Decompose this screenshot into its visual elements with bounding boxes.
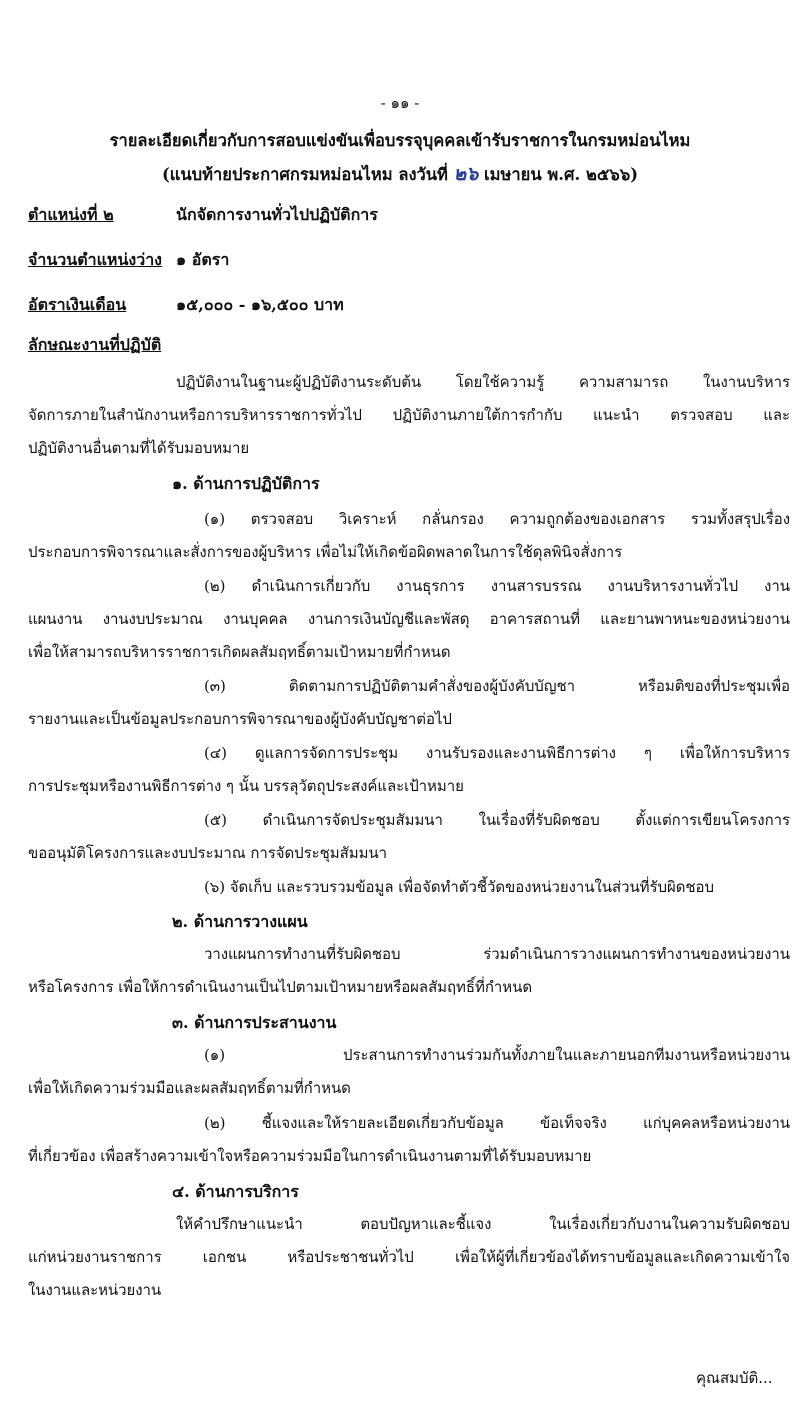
document-subtitle — [0, 163, 800, 186]
heading-planning: ๒. ด้านการวางแผน — [172, 912, 308, 931]
ops-line: (๔) ดูแลการจัดการประชุม งานรับรองและงานพิธีการต่าง ๆ เพื่อให้การบริหาร — [204, 744, 790, 762]
page-number: - ๑๑ - — [380, 94, 420, 112]
position-value: นักจัดการงานทั่วไปปฏิบัติการ — [176, 205, 378, 224]
ops-line: การประชุมหรืองานพิธีการต่าง ๆ นั้น บรรลุวัตถุประสงค์และเป้าหมาย — [28, 777, 464, 795]
vacancy-value: ๑ อัตรา — [176, 250, 230, 269]
ops-line: (๑) ตรวจสอบ วิเคราะห์ กลั่นกรอง ความถูกต้องของเอกสาร รวมทั้งสรุปเรื่อง — [204, 510, 790, 528]
position-label: ตำแหน่งที่ ๒ — [28, 205, 114, 224]
coord-line: ที่เกี่ยวข้อง เพื่อสร้างความเข้าใจหรือความร่วมมือในการดำเนินงานตามที่ได้รับมอบหมาย — [28, 1147, 592, 1165]
coord-line: (๒) ชี้แจงและให้รายละเอียดเกี่ยวกับข้อมูล ข้อเท็จจริง แก่บุคคลหรือหน่วยงาน — [204, 1114, 790, 1132]
salary-value: ๑๕,๐๐๐ - ๑๖,๕๐๐ บาท — [176, 295, 344, 314]
vacancy-label: จำนวนตำแหน่งว่าง — [28, 250, 162, 269]
intro-line: ปฏิบัติงานในฐานะผู้ปฏิบัติงานระดับต้น โดยใช้ความรู้ ความสามารถ ในงานบริหาร — [176, 373, 790, 391]
section-title: ลักษณะงานที่ปฏิบัติ — [28, 335, 162, 354]
ops-line: (๕) ดำเนินการจัดประชุมสัมมนา ในเรื่องที่รับผิดชอบ ตั้งแต่การเขียนโครงการ — [204, 811, 790, 829]
ops-line: ประกอบการพิจารณาและสั่งการของผู้บริหาร เพื่อไม่ให้เกิดข้อผิดพลาดในการใช้ดุลพินิจสั่งการ — [28, 543, 623, 561]
coord-line: เพื่อให้เกิดความร่วมมือและผลสัมฤทธิ์ตามที่กำหนด — [28, 1079, 351, 1097]
ops-line: แผนงาน งานงบประมาณ งานบุคคล งานการเงินบัญชีและพัสดุ อาคารสถานที่ และยานพาหนะของหน่วยงาน — [28, 610, 790, 628]
ops-line: ขออนุมัติโครงการและงบประมาณ การจัดประชุมสัมมนา — [28, 844, 387, 862]
service-line: ให้คำปรึกษาแนะนำ ตอบปัญหาและชี้แจง ในเรื่องเกี่ยวกับงานในความรับผิดชอบ — [176, 1215, 790, 1233]
continuation-note: คุณสมบัติ... — [696, 1369, 773, 1387]
service-line: ในงานและหน่วยงาน — [28, 1281, 162, 1299]
plan-line: วางแผนการทำงานที่รับผิดชอบ ร่วมดำเนินการวางแผนการทำงานของหน่วยงาน — [204, 945, 790, 963]
ops-line: รายงานและเป็นข้อมูลประกอบการพิจารณาของผู้บังคับบัญชาต่อไป — [28, 710, 452, 728]
heading-coordination: ๓. ด้านการประสานงาน — [172, 1013, 337, 1032]
heading-service: ๔. ด้านการบริการ — [172, 1182, 299, 1201]
handwritten-day: ๒๖ — [453, 163, 479, 185]
plan-line: หรือโครงการ เพื่อให้การดำเนินงานเป็นไปตามเป้าหมายหรือผลสัมฤทธิ์ที่กำหนด — [28, 978, 533, 996]
service-line: แก่หน่วยงานราชการ เอกชน หรือประชาชนทั่วไป เพื่อให้ผู้ที่เกี่ยวข้องได้ทราบข้อมูลและเกิดความเข้าใจ — [28, 1248, 790, 1266]
intro-line: ปฏิบัติงานอื่นตามที่ได้รับมอบหมาย — [28, 439, 250, 457]
ops-line: เพื่อให้สามารถบริหารราชการเกิดผลสัมฤทธิ์ตามเป้าหมายที่กำหนด — [28, 643, 451, 661]
salary-label: อัตราเงินเดือน — [28, 295, 127, 314]
subtitle-before: (แนบท้ายประกาศกรมหม่อนไหม ลงวันที่ — [161, 165, 454, 184]
ops-line: (๒) ดำเนินการเกี่ยวกับ งานธุรการ งานสารบรรณ งานบริหารงานทั่วไป งาน — [204, 577, 790, 595]
document-title: รายละเอียดเกี่ยวกับการสอบแข่งขันเพื่อบรรจุบุคคลเข้ารับราชการในกรมหม่อนไหม — [109, 131, 691, 150]
intro-line: จัดการภายในสำนักงานหรือการบริหารราชการทั่วไป ปฏิบัติงานภายใต้การกำกับ แนะนำ ตรวจสอบ และ — [28, 406, 790, 424]
subtitle-after: เมษายน พ.ศ. ๒๕๖๖) — [478, 165, 639, 184]
ops-line: (๖) จัดเก็บ และรวบรวมข้อมูล เพื่อจัดทำตัวชี้วัดของหน่วยงานในส่วนที่รับผิดชอบ — [204, 878, 714, 896]
ops-line: (๓) ติดตามการปฏิบัติตามคำสั่งของผู้บังคับบัญชา หรือมติของที่ประชุมเพื่อ — [204, 677, 790, 695]
heading-operations: ๑. ด้านการปฏิบัติการ — [172, 474, 320, 493]
coord-line: (๑) ประสานการทำงานร่วมกันทั้งภายในและภายนอกทีมงานหรือหน่วยงาน — [204, 1046, 790, 1064]
